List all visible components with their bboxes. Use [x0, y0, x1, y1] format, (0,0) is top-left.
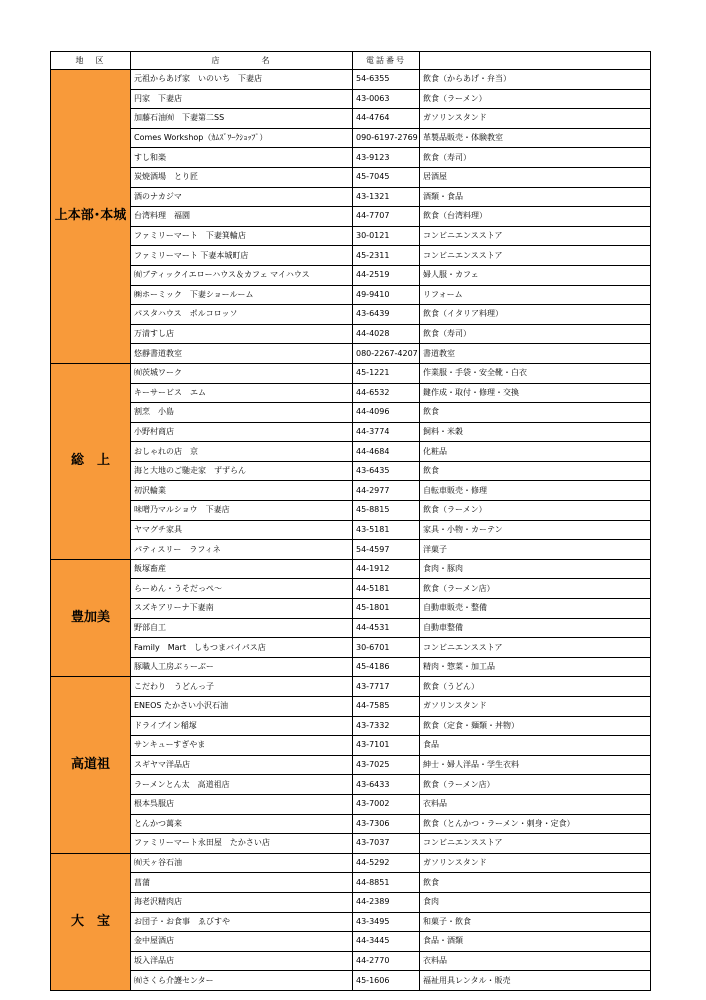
- category-cell: 衣料品: [420, 951, 651, 971]
- category-cell: 精肉・惣菜・加工品: [420, 657, 651, 677]
- phone-cell: 43-7306: [353, 814, 420, 834]
- shop-name-cell: Family Mart しもつまバイパス店: [131, 638, 353, 658]
- phone-cell: 44-4096: [353, 403, 420, 423]
- shop-name-cell: スズキアリーナ下妻南: [131, 599, 353, 619]
- shop-name-cell: 味噌乃マルショウ 下妻店: [131, 501, 353, 521]
- table-row: [51, 285, 651, 305]
- category-cell: 飲食: [420, 873, 651, 893]
- header-shop-name: 店 名: [131, 52, 353, 70]
- phone-cell: 43-7101: [353, 736, 420, 756]
- category-cell: ガソリンスタンド: [420, 697, 651, 717]
- table-row: [51, 638, 651, 658]
- category-cell: コンビニエンスストア: [420, 246, 651, 266]
- shop-name-cell: サンキューすぎやま: [131, 736, 353, 756]
- phone-cell: 090-6197-2769: [353, 128, 420, 148]
- phone-cell: 44-3445: [353, 932, 420, 952]
- table-row: [51, 70, 651, 90]
- phone-cell: 45-8815: [353, 501, 420, 521]
- category-cell: 飲食（とんかつ・ラーメン・刺身・定食）: [420, 814, 651, 834]
- phone-cell: 45-1221: [353, 363, 420, 383]
- table-row: [51, 187, 651, 207]
- category-cell: ガソリンスタンド: [420, 109, 651, 129]
- category-cell: 飲食（うどん）: [420, 677, 651, 697]
- table-row: [51, 422, 651, 442]
- phone-cell: 43-7002: [353, 794, 420, 814]
- table-row: [51, 775, 651, 795]
- table-row: [51, 246, 651, 266]
- table-row: [51, 716, 651, 736]
- table-row: [51, 755, 651, 775]
- phone-cell: 45-4186: [353, 657, 420, 677]
- table-row: [51, 403, 651, 423]
- table-row: [51, 599, 651, 619]
- category-cell: コンビニエンスストア: [420, 834, 651, 854]
- table-row: [51, 344, 651, 364]
- phone-cell: 44-8851: [353, 873, 420, 893]
- shop-name-cell: とんかつ萬来: [131, 814, 353, 834]
- table-row: [51, 89, 651, 109]
- category-cell: 飼料・米穀: [420, 422, 651, 442]
- shop-name-cell: 坂入洋品店: [131, 951, 353, 971]
- phone-cell: 45-1801: [353, 599, 420, 619]
- phone-cell: 44-7707: [353, 207, 420, 227]
- category-cell: 自動車販売・整備: [420, 599, 651, 619]
- shop-name-cell: パティスリー ラフィネ: [131, 540, 353, 560]
- table-row: [51, 461, 651, 481]
- table-row: [51, 677, 651, 697]
- category-cell: 飲食: [420, 403, 651, 423]
- shop-name-cell: こだわり うどんっ子: [131, 677, 353, 697]
- shop-name-cell: スギヤマ洋品店: [131, 755, 353, 775]
- category-cell: 自動車整備: [420, 618, 651, 638]
- table-row: [51, 305, 651, 325]
- shop-name-cell: 割烹 小島: [131, 403, 353, 423]
- phone-cell: 43-6439: [353, 305, 420, 325]
- shop-name-cell: ファミリーマート永田屋 たかさい店: [131, 834, 353, 854]
- shop-name-cell: 菖蒲: [131, 873, 353, 893]
- phone-cell: 43-7037: [353, 834, 420, 854]
- area-cell: 高道祖: [51, 677, 131, 853]
- shop-name-cell: ㈲ブティックイエローハウス＆カフェ マイハウス: [131, 265, 353, 285]
- shop-name-cell: 海と大地のご馳走家 ずずらん: [131, 461, 353, 481]
- category-cell: 紳士・婦人洋品・学生衣料: [420, 755, 651, 775]
- phone-cell: 43-7025: [353, 755, 420, 775]
- phone-cell: 44-2519: [353, 265, 420, 285]
- phone-cell: 44-4531: [353, 618, 420, 638]
- shop-table: [50, 51, 651, 991]
- shop-name-cell: 万清すし店: [131, 324, 353, 344]
- category-cell: 洋菓子: [420, 540, 651, 560]
- category-cell: 自転車販売・修理: [420, 481, 651, 501]
- shop-name-cell: 円家 下妻店: [131, 89, 353, 109]
- table-row: [51, 579, 651, 599]
- shop-name-cell: 飯塚畜産: [131, 559, 353, 579]
- table-row: [51, 873, 651, 893]
- shop-name-cell: ラーメンとん太 高道祖店: [131, 775, 353, 795]
- category-cell: 書道教室: [420, 344, 651, 364]
- shop-name-cell: 金中屋酒店: [131, 932, 353, 952]
- category-cell: 食品・酒類: [420, 932, 651, 952]
- category-cell: 福祉用具レンタル・販売: [420, 971, 651, 991]
- category-cell: 作業服・手袋・安全靴・白衣: [420, 363, 651, 383]
- shop-name-cell: おしゃれの店 京: [131, 442, 353, 462]
- shop-name-cell: 根本呉服店: [131, 794, 353, 814]
- area-cell: 大 宝: [51, 853, 131, 990]
- shop-name-cell: 加藤石油㈲ 下妻第二SS: [131, 109, 353, 129]
- shop-name-cell: 豚職人工房ぶぅーぶー: [131, 657, 353, 677]
- shop-name-cell: ドライブイン稲塚: [131, 716, 353, 736]
- shop-name-cell: 台湾料理 福園: [131, 207, 353, 227]
- category-cell: 飲食（ラーメン）: [420, 89, 651, 109]
- phone-cell: 44-5181: [353, 579, 420, 599]
- category-cell: コンビニエンスストア: [420, 638, 651, 658]
- phone-cell: 43-6433: [353, 775, 420, 795]
- table-row: [51, 383, 651, 403]
- phone-cell: 43-7332: [353, 716, 420, 736]
- table-row: [51, 148, 651, 168]
- table-row: [51, 128, 651, 148]
- category-cell: 食肉・豚肉: [420, 559, 651, 579]
- phone-cell: 44-4764: [353, 109, 420, 129]
- phone-cell: 44-2977: [353, 481, 420, 501]
- shop-name-cell: パスタハウス ポルコロッソ: [131, 305, 353, 325]
- phone-cell: 44-1912: [353, 559, 420, 579]
- header-phone: 電話番号: [353, 52, 420, 70]
- shop-name-cell: ㈲さくら介護センター: [131, 971, 353, 991]
- table-row: [51, 657, 651, 677]
- phone-cell: 44-7585: [353, 697, 420, 717]
- category-cell: 衣料品: [420, 794, 651, 814]
- phone-cell: 54-6355: [353, 70, 420, 90]
- table-row: [51, 814, 651, 834]
- phone-cell: 43-0063: [353, 89, 420, 109]
- table-row: [51, 442, 651, 462]
- phone-cell: 44-3774: [353, 422, 420, 442]
- table-row: [51, 324, 651, 344]
- shop-name-cell: ㈲天ヶ谷石油: [131, 853, 353, 873]
- category-cell: 食肉: [420, 892, 651, 912]
- category-cell: 飲食（寿司）: [420, 324, 651, 344]
- area-cell: 総 上: [51, 363, 131, 559]
- category-cell: 和菓子・飲食: [420, 912, 651, 932]
- shop-name-cell: ファミリーマート 下妻箕輪店: [131, 226, 353, 246]
- phone-cell: 43-6435: [353, 461, 420, 481]
- phone-cell: 30-6701: [353, 638, 420, 658]
- phone-cell: 45-7045: [353, 167, 420, 187]
- phone-cell: 44-2389: [353, 892, 420, 912]
- table-row: [51, 363, 651, 383]
- category-cell: 家具・小物・カーテン: [420, 520, 651, 540]
- category-cell: 居酒屋: [420, 167, 651, 187]
- table-row: [51, 834, 651, 854]
- table-row: [51, 697, 651, 717]
- category-cell: 飲食（ラーメン店）: [420, 775, 651, 795]
- table-row: [51, 167, 651, 187]
- category-cell: 飲食（寿司）: [420, 148, 651, 168]
- shop-name-cell: 元祖からあげ家 いのいち 下妻店: [131, 70, 353, 90]
- shop-name-cell: お団子・お食事 ゑびすや: [131, 912, 353, 932]
- table-row: [51, 853, 651, 873]
- shop-name-cell: 初沢輪業: [131, 481, 353, 501]
- shop-name-cell: Comes Workshop（ｶﾑｽﾞﾜｰｸｼｮｯﾌﾟ）: [131, 128, 353, 148]
- category-cell: 化粧品: [420, 442, 651, 462]
- category-cell: 飲食（台湾料理）: [420, 207, 651, 227]
- shop-name-cell: ヤマグチ家具: [131, 520, 353, 540]
- phone-cell: 43-7717: [353, 677, 420, 697]
- shop-name-cell: 悠靜書道教室: [131, 344, 353, 364]
- table-row: [51, 794, 651, 814]
- shop-name-cell: すし和楽: [131, 148, 353, 168]
- phone-cell: 44-5292: [353, 853, 420, 873]
- category-cell: 飲食（イタリア料理）: [420, 305, 651, 325]
- category-cell: リフォーム: [420, 285, 651, 305]
- area-cell: 豊加美: [51, 559, 131, 677]
- shop-name-cell: 酒のナカジマ: [131, 187, 353, 207]
- category-cell: 飲食: [420, 461, 651, 481]
- phone-cell: 43-1321: [353, 187, 420, 207]
- phone-cell: 54-4597: [353, 540, 420, 560]
- phone-cell: 44-4684: [353, 442, 420, 462]
- table-row: [51, 501, 651, 521]
- table-row: [51, 912, 651, 932]
- category-cell: 革製品販売・体験教室: [420, 128, 651, 148]
- table-row: [51, 971, 651, 991]
- shop-name-cell: キーサービス エム: [131, 383, 353, 403]
- category-cell: 食品: [420, 736, 651, 756]
- table-row: [51, 932, 651, 952]
- category-cell: ガソリンスタンド: [420, 853, 651, 873]
- table-row: [51, 520, 651, 540]
- phone-cell: 45-2311: [353, 246, 420, 266]
- table-row: [51, 736, 651, 756]
- shop-name-cell: 野部自工: [131, 618, 353, 638]
- phone-cell: 43-5181: [353, 520, 420, 540]
- table-row: [51, 892, 651, 912]
- shop-name-cell: らーめん・うそだっぺ～: [131, 579, 353, 599]
- table-row: [51, 109, 651, 129]
- shop-name-cell: ファミリーマート 下妻本城町店: [131, 246, 353, 266]
- shop-name-cell: 炭焼酒場 とり匠: [131, 167, 353, 187]
- table-row: [51, 207, 651, 227]
- phone-cell: 43-3495: [353, 912, 420, 932]
- header-category: [420, 52, 651, 70]
- table-row: [51, 559, 651, 579]
- shop-name-cell: ENEOS たかさい小沢石油: [131, 697, 353, 717]
- shop-name-cell: ㈲茨城ワーク: [131, 363, 353, 383]
- category-cell: 飲食（ラーメン）: [420, 501, 651, 521]
- table-row: [51, 951, 651, 971]
- category-cell: 婦人服・カフェ: [420, 265, 651, 285]
- table-row: [51, 481, 651, 501]
- table-row: [51, 618, 651, 638]
- phone-cell: 30-0121: [353, 226, 420, 246]
- phone-cell: 44-6532: [353, 383, 420, 403]
- category-cell: 酒類・食品: [420, 187, 651, 207]
- table-row: [51, 265, 651, 285]
- category-cell: 飲食（定食・麺類・丼物）: [420, 716, 651, 736]
- phone-cell: 49-9410: [353, 285, 420, 305]
- category-cell: 飲食（ラーメン店）: [420, 579, 651, 599]
- shop-name-cell: 小野村商店: [131, 422, 353, 442]
- category-cell: コンビニエンスストア: [420, 226, 651, 246]
- header-row: [51, 52, 651, 70]
- table-body: [51, 70, 651, 991]
- phone-cell: 080-2267-4207: [353, 344, 420, 364]
- header-area: 地 区: [51, 52, 131, 70]
- shop-name-cell: 海老沢精肉店: [131, 892, 353, 912]
- phone-cell: 45-1606: [353, 971, 420, 991]
- category-cell: 鍵作成・取付・修理・交換: [420, 383, 651, 403]
- shop-name-cell: ㈱ホーミック 下妻ショールーム: [131, 285, 353, 305]
- phone-cell: 44-4028: [353, 324, 420, 344]
- category-cell: 飲食（からあげ・弁当）: [420, 70, 651, 90]
- table-row: [51, 226, 651, 246]
- area-cell: 上本部･本城: [51, 70, 131, 364]
- phone-cell: 44-2770: [353, 951, 420, 971]
- table-row: [51, 540, 651, 560]
- phone-cell: 43-9123: [353, 148, 420, 168]
